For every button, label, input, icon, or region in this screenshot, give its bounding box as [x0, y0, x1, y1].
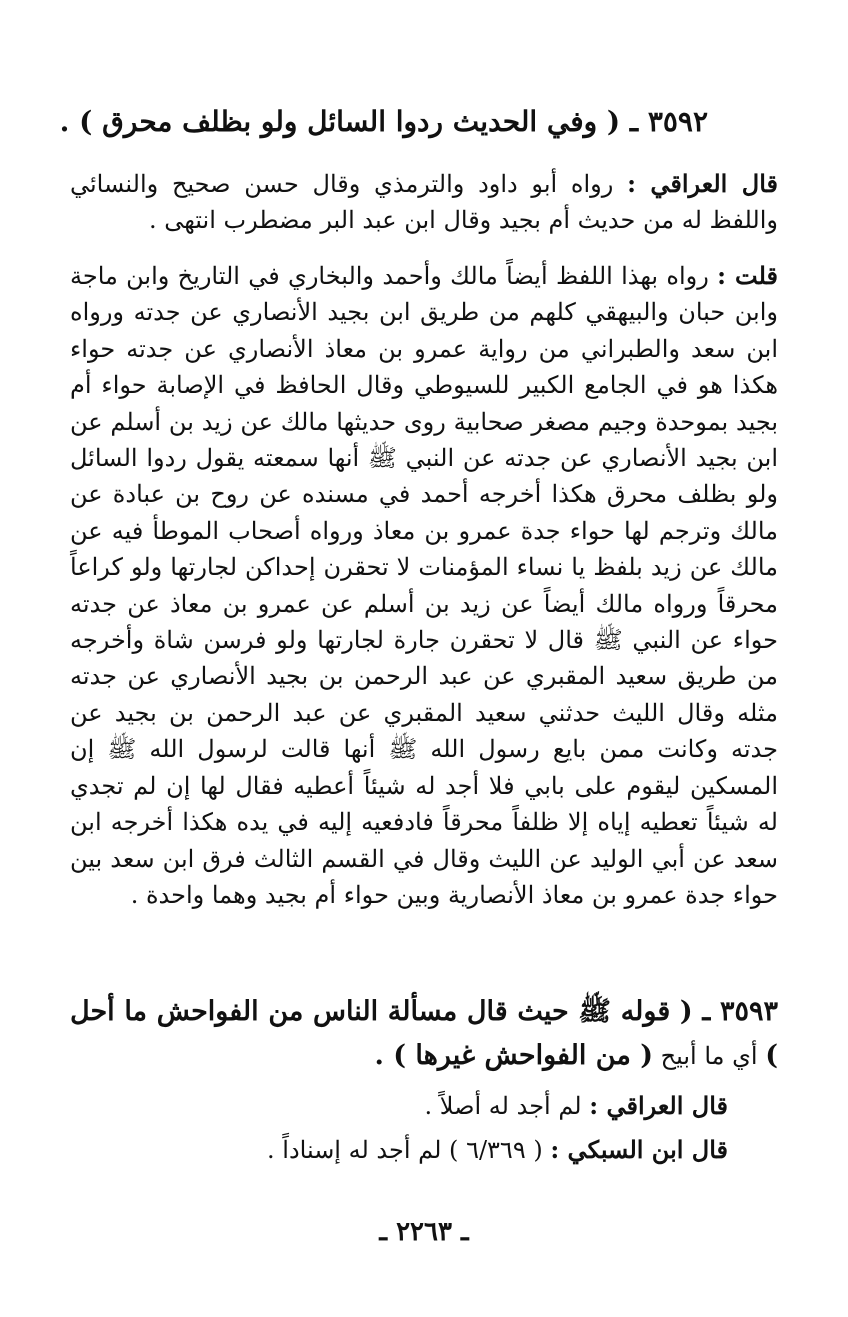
iraqi-label-2: قال العراقي :	[589, 1091, 728, 1120]
entry-3593-block	[70, 990, 778, 1078]
iraqi-commentary-text: رواه أبو داود والترمذي وقال حسن صحيح والنسائي واللفظ له من حديث أم بجيد وقال ابن عبد البر مضطرب انتهى .	[70, 170, 778, 235]
entry-3593-heading: ٣٥٩٣ ـ ( قوله ﷺ حيث قال مسألة الناس من الفواحش ما أحل )	[70, 996, 778, 1071]
qultu-text: رواه بهذا اللفظ أيضاً مالك وأحمد والبخاري في التاريخ وابن ماجة وابن حبان والبيهقي كلهم من طريق ابن بجيد الأنصاري عن جدته ورواه ابن سعد والطبراني من رواية عمرو بن معاذ الأنصاري عن جدته حواء هكذا هو في الجامع الكبير للسيوطي وقال الحافظ في الإصابة حواء أم بجيد بموحدة وجيم مصغر صحابية روى حديثها مالك عن زيد بن أسلم عن ابن بجيد الأنصاري عن جدته عن النبي ﷺ أنها سمعته يقول ردوا السائل ولو بظلف محرق هكذا أخرجه أحمد في مسنده عن روح بن عبادة عن مالك وترجم لها حواء جدة عمرو بن معاذ ورواه أصحاب الموطأ فيه عن مالك عن زيد بلفظ يا نساء المؤمنات لا تحقرن إحداكن لجارتها ولو كراعاً محرقاً ورواه مالك أيضاً عن زيد بن أسلم عن عمرو بن معاذ عن جدته حواء عن النبي ﷺ قال لا تحقرن جارة لجارتها ولو فرسن شاة وأخرجه من طريق سعيد المقبري عن عبد الرحمن بن بجيد الأنصاري عن جدته مثله وقال الليث حدثني سعيد المقبري عن عبد الرحمن بن بجيد عن جدته وكانت ممن بايع رسول الله ﷺ أنها قالت لرسول الله ﷺ إن المسكين ليقوم على بابي فلا أجد له شيئاً أعطيه فقال لها إن لم تجدي له شيئاً تعطيه إياه إلا ظلفاً محرقاً فادفعيه إليه في يده هكذا أخرجه ابن سعد عن أبي الوليد عن الليث وقال في القسم الثالث فرق ابن سعد بين حواء جدة عمرو بن معاذ الأنصارية وبين حواء أم بجيد وهما واحدة .	[70, 262, 778, 909]
entry-3593-gloss: أي ما أبيح	[653, 1042, 766, 1070]
iraqi-note-text: لم أجد له أصلاً .	[424, 1092, 590, 1120]
qultu-label: قلت :	[717, 261, 778, 290]
subki-note-text: ( ٦/٣٦٩ ) لم أجد له إسناداً .	[267, 1136, 551, 1164]
entry-3592-heading: ٣٥٩٢ ـ ( وفي الحديث ردوا السائل ولو بظلف محرق ) .	[59, 105, 708, 138]
entry-3593-tail: ( من الفواحش غيرها ) .	[374, 1040, 653, 1071]
page-number: ـ ٢٢٦٣ ـ	[379, 1217, 469, 1247]
subki-note-line	[267, 1130, 728, 1170]
iraqi-note-line	[425, 1086, 728, 1126]
iraqi-label: قال العراقي :	[627, 169, 778, 198]
qultu-paragraph	[70, 258, 778, 913]
iraqi-commentary-paragraph	[70, 166, 778, 239]
subki-label: قال ابن السبكي :	[550, 1135, 728, 1164]
